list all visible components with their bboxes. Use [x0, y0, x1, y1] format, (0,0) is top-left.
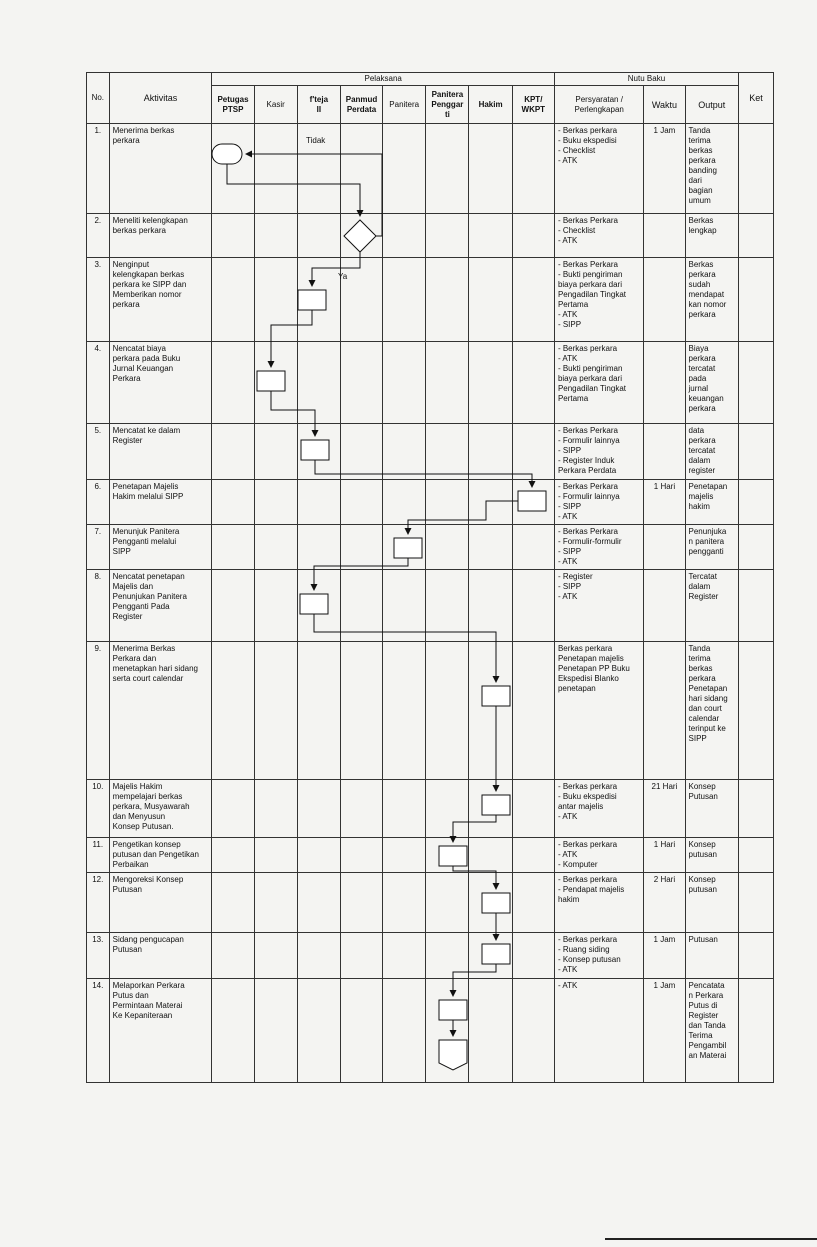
requirement-item: - Formulir lainnya	[558, 436, 640, 446]
requirement-item: - SIPP	[558, 502, 640, 512]
header-waktu: Waktu	[644, 86, 685, 124]
actor-cell	[297, 480, 340, 525]
requirements-cell	[554, 525, 643, 570]
actor-cell	[297, 979, 340, 1083]
actor-cell	[512, 933, 554, 979]
requirement-item: - ATK	[558, 812, 640, 822]
time-cell: 21 Hari	[644, 780, 685, 838]
activity-text: Sidang pengucapan Putusan	[109, 933, 212, 979]
requirement-item: - Bukti pengiriman biaya perkara dari Pengadilan Tingkat Pertama	[558, 364, 640, 404]
header-actor: Petugas PTSP	[212, 86, 254, 124]
row-number: 11.	[87, 838, 110, 873]
actor-cell	[512, 124, 554, 214]
requirement-item: - Berkas perkara	[558, 126, 640, 136]
requirement-item: - SIPP	[558, 446, 640, 456]
actor-cell	[426, 979, 469, 1083]
output-cell: Putusan	[685, 933, 738, 979]
actor-cell	[383, 214, 426, 258]
actor-cell	[469, 124, 512, 214]
actor-cell	[254, 933, 297, 979]
actor-cell	[212, 570, 254, 642]
ket-cell	[738, 933, 773, 979]
time-cell	[644, 342, 685, 424]
actor-cell	[512, 525, 554, 570]
requirement-item: - Buku ekspedisi antar majelis	[558, 792, 640, 812]
row-number: 2.	[87, 214, 110, 258]
requirement-item: - Berkas perkara	[558, 935, 640, 945]
actor-cell	[297, 642, 340, 780]
actor-cell	[469, 979, 512, 1083]
ket-cell	[738, 124, 773, 214]
actor-cell	[426, 873, 469, 933]
output-cell: Konsep putusan	[685, 838, 738, 873]
actor-cell	[469, 480, 512, 525]
requirement-item: - Berkas Perkara	[558, 527, 640, 537]
actor-cell	[512, 214, 554, 258]
actor-cell	[297, 873, 340, 933]
actor-cell	[512, 342, 554, 424]
actor-cell	[254, 480, 297, 525]
actor-cell	[340, 525, 382, 570]
ket-cell	[738, 480, 773, 525]
actor-cell	[469, 342, 512, 424]
actor-cell	[512, 642, 554, 780]
actor-cell	[469, 873, 512, 933]
ket-cell	[738, 642, 773, 780]
header-actor: Kasir	[254, 86, 297, 124]
activity-text: Nencatat biaya perkara pada Buku Jurnal Keuangan Perkara	[109, 342, 212, 424]
requirement-item: - Berkas Perkara	[558, 482, 640, 492]
actor-cell	[254, 979, 297, 1083]
actor-cell	[426, 570, 469, 642]
actor-cell	[340, 214, 382, 258]
actor-cell	[469, 525, 512, 570]
output-cell: Konsep putusan	[685, 873, 738, 933]
actor-cell	[383, 570, 426, 642]
activity-text: Mencatat ke dalam Register	[109, 424, 212, 480]
actor-cell	[297, 780, 340, 838]
requirements-cell	[554, 570, 643, 642]
header-no: No.	[87, 73, 110, 124]
header-actor: f'teja II	[297, 86, 340, 124]
actor-cell	[383, 480, 426, 525]
requirement-item: - Berkas perkara	[558, 782, 640, 792]
actor-cell	[426, 342, 469, 424]
actor-cell	[426, 424, 469, 480]
actor-cell	[512, 873, 554, 933]
requirement-item: - Register Induk Perkara Perdata	[558, 456, 640, 476]
requirement-item: - Berkas perkara	[558, 875, 640, 885]
actor-cell	[212, 838, 254, 873]
activity-row	[87, 933, 774, 979]
ket-cell	[738, 979, 773, 1083]
actor-cell	[469, 642, 512, 780]
requirements-cell	[554, 214, 643, 258]
row-number: 14.	[87, 979, 110, 1083]
time-cell	[644, 214, 685, 258]
actor-cell	[426, 124, 469, 214]
actor-cell	[426, 780, 469, 838]
sop-flowchart-table	[86, 72, 774, 1083]
actor-cell	[340, 570, 382, 642]
requirement-item: - ATK	[558, 156, 640, 166]
actor-cell	[212, 979, 254, 1083]
requirements-cell	[554, 342, 643, 424]
activity-row	[87, 525, 774, 570]
requirements-cell	[554, 124, 643, 214]
activity-row	[87, 873, 774, 933]
actor-cell	[512, 258, 554, 342]
actor-cell	[212, 933, 254, 979]
requirement-item: - Berkas perkara	[558, 344, 640, 354]
activity-text: Mengoreksi Konsep Putusan	[109, 873, 212, 933]
activity-rows	[87, 124, 774, 1083]
actor-cell	[383, 979, 426, 1083]
actor-cell	[383, 873, 426, 933]
output-cell: Konsep Putusan	[685, 780, 738, 838]
time-cell: 1 Hari	[644, 480, 685, 525]
time-cell	[644, 570, 685, 642]
row-number: 3.	[87, 258, 110, 342]
output-cell: Tercatat dalam Register	[685, 570, 738, 642]
activity-text: Majelis Hakim mempelajari berkas perkara, Musyawarah dan Menyusun Konsep Putusan.	[109, 780, 212, 838]
time-cell	[644, 642, 685, 780]
activity-row	[87, 642, 774, 780]
actor-cell	[212, 525, 254, 570]
row-number: 5.	[87, 424, 110, 480]
actor-cell	[297, 933, 340, 979]
activity-text: Nenginput kelengkapan berkas perkara ke SIPP dan Memberikan nomor perkara	[109, 258, 212, 342]
actor-cell	[383, 525, 426, 570]
time-cell: 1 Jam	[644, 124, 685, 214]
row-number: 4.	[87, 342, 110, 424]
requirement-item: - SIPP	[558, 320, 640, 330]
requirement-item: - ATK	[558, 850, 640, 860]
requirement-item: - Berkas Perkara	[558, 426, 640, 436]
actor-cell	[212, 780, 254, 838]
actor-cell	[383, 124, 426, 214]
actor-cell	[212, 214, 254, 258]
ket-cell	[738, 873, 773, 933]
time-cell: 1 Jam	[644, 933, 685, 979]
actor-cell	[212, 873, 254, 933]
header-pelaksana: Pelaksana	[212, 73, 555, 86]
actor-cell	[512, 979, 554, 1083]
requirement-item: - SIPP	[558, 547, 640, 557]
actor-cell	[512, 570, 554, 642]
actor-cell	[469, 780, 512, 838]
requirements-cell	[554, 979, 643, 1083]
actor-cell	[254, 570, 297, 642]
requirements-cell	[554, 780, 643, 838]
header-nutu-baku: Nutu Baku	[554, 73, 738, 86]
actor-cell	[297, 258, 340, 342]
flow-label-no: Tidak	[306, 136, 326, 145]
actor-cell	[340, 258, 382, 342]
actor-cell	[340, 642, 382, 780]
output-cell: data perkara tercatat dalam register	[685, 424, 738, 480]
actor-cell	[469, 838, 512, 873]
header-persyaratan: Persyaratan / Perlengkapan	[554, 86, 643, 124]
activity-row	[87, 780, 774, 838]
activity-text: Menerima Berkas Perkara dan menetapkan hari sidang serta court calendar	[109, 642, 212, 780]
actor-cell	[469, 570, 512, 642]
row-number: 6.	[87, 480, 110, 525]
actor-cell	[254, 873, 297, 933]
requirements-cell	[554, 933, 643, 979]
actor-cell	[469, 424, 512, 480]
actor-cell	[426, 258, 469, 342]
requirement-item: - ATK	[558, 354, 640, 364]
time-cell	[644, 424, 685, 480]
requirements-cell	[554, 258, 643, 342]
actor-cell	[254, 124, 297, 214]
requirement-item: - Formulir lainnya	[558, 492, 640, 502]
actor-cell	[212, 480, 254, 525]
actor-cell	[340, 124, 382, 214]
activity-text: Penetapan Majelis Hakim melalui SIPP	[109, 480, 212, 525]
actor-cell	[254, 214, 297, 258]
requirement-item: - ATK	[558, 236, 640, 246]
actor-cell	[383, 258, 426, 342]
row-number: 12.	[87, 873, 110, 933]
activity-text: Menunjuk Panitera Pengganti melalui SIPP	[109, 525, 212, 570]
requirement-item: - Register	[558, 572, 640, 582]
requirement-item: - Buku ekspedisi	[558, 136, 640, 146]
actor-cell	[512, 424, 554, 480]
row-number: 9.	[87, 642, 110, 780]
activity-row	[87, 342, 774, 424]
output-cell: Biaya perkara tercatat pada jurnal keuangan perkara	[685, 342, 738, 424]
actor-cell	[212, 642, 254, 780]
actor-cell	[340, 873, 382, 933]
actor-cell	[383, 642, 426, 780]
requirement-item: - ATK	[558, 981, 640, 991]
row-number: 8.	[87, 570, 110, 642]
requirements-cell	[554, 424, 643, 480]
actor-cell	[469, 258, 512, 342]
time-cell	[644, 525, 685, 570]
actor-cell	[469, 214, 512, 258]
actor-cell	[212, 342, 254, 424]
header-actor: KPT/ WKPT	[512, 86, 554, 124]
actor-cell	[340, 480, 382, 525]
actor-cell	[297, 525, 340, 570]
requirements-cell	[554, 838, 643, 873]
ket-cell	[738, 424, 773, 480]
activity-row	[87, 838, 774, 873]
ket-cell	[738, 780, 773, 838]
actor-cell	[340, 342, 382, 424]
requirements-cell	[554, 873, 643, 933]
output-cell: Berkas lengkap	[685, 214, 738, 258]
output-cell: Berkas perkara sudah mendapat kan nomor perkara	[685, 258, 738, 342]
activity-row	[87, 214, 774, 258]
actor-cell	[254, 342, 297, 424]
header-output: Output	[685, 86, 738, 124]
row-number: 10.	[87, 780, 110, 838]
actor-cell	[426, 838, 469, 873]
actor-cell	[254, 525, 297, 570]
activity-row	[87, 424, 774, 480]
scan-edge-line	[605, 1238, 817, 1240]
requirement-item: - Berkas Perkara	[558, 260, 640, 270]
requirement-item: - SIPP	[558, 582, 640, 592]
flow-label-yes: Ya	[338, 272, 348, 281]
ket-cell	[738, 570, 773, 642]
activity-row	[87, 124, 774, 214]
row-number: 7.	[87, 525, 110, 570]
actor-cell	[297, 214, 340, 258]
header-actor: Panmud Perdata	[340, 86, 382, 124]
ket-cell	[738, 525, 773, 570]
ket-cell	[738, 258, 773, 342]
actor-cell	[426, 480, 469, 525]
actor-cell	[212, 258, 254, 342]
header-actor: Panitera Penggar ti	[426, 86, 469, 124]
requirement-item: - ATK	[558, 592, 640, 602]
actor-cell	[340, 780, 382, 838]
actor-cell	[512, 480, 554, 525]
time-cell: 2 Hari	[644, 873, 685, 933]
requirement-item: - Konsep putusan	[558, 955, 640, 965]
actor-cell	[383, 780, 426, 838]
activity-row	[87, 258, 774, 342]
header-actor: Hakim	[469, 86, 512, 124]
activity-row	[87, 570, 774, 642]
activity-text: Nencatat penetapan Majelis dan Penunjukan Panitera Pengganti Pada Register	[109, 570, 212, 642]
actor-cell	[297, 342, 340, 424]
header-aktivitas: Aktivitas	[109, 73, 212, 124]
requirement-item: - Komputer	[558, 860, 640, 870]
actor-cell	[254, 258, 297, 342]
actor-cell	[254, 642, 297, 780]
requirement-item: Berkas perkara Penetapan majelis Penetapan PP Buku Ekspedisi Blanko penetapan	[557, 644, 630, 693]
actor-cell	[212, 124, 254, 214]
actor-cell	[297, 838, 340, 873]
actor-cell	[469, 933, 512, 979]
actor-cell	[254, 838, 297, 873]
actor-cell	[383, 424, 426, 480]
actor-cell	[426, 214, 469, 258]
requirement-item: - Checklist	[558, 226, 640, 236]
actor-cell	[512, 838, 554, 873]
actor-cell	[383, 342, 426, 424]
requirement-item: - Formulir-formulir	[558, 537, 640, 547]
requirements-cell	[554, 480, 643, 525]
actor-cell	[340, 933, 382, 979]
row-number: 13.	[87, 933, 110, 979]
actor-cell	[340, 979, 382, 1083]
output-cell: Tanda terima berkas perkara banding dari bagian umum	[685, 124, 738, 214]
requirement-item: - ATK	[558, 965, 640, 975]
time-cell: 1 Jam	[644, 979, 685, 1083]
requirements-cell	[554, 642, 643, 780]
actor-cell	[383, 838, 426, 873]
row-number: 1.	[87, 124, 110, 214]
actor-cell	[254, 424, 297, 480]
actor-cell	[426, 525, 469, 570]
activity-text: Pengetikan konsep putusan dan Pengetikan Perbaikan	[109, 838, 212, 873]
requirement-item: - Bukti pengiriman biaya perkara dari Pengadilan Tingkat Pertama	[558, 270, 640, 310]
header-actor: Panitera	[383, 86, 426, 124]
actor-cell	[297, 424, 340, 480]
requirement-item: - Checklist	[558, 146, 640, 156]
time-cell	[644, 258, 685, 342]
actor-cell	[383, 933, 426, 979]
ket-cell	[738, 342, 773, 424]
activity-text: Menerima berkas perkara	[109, 124, 212, 214]
requirement-item: - ATK	[558, 310, 640, 320]
time-cell: 1 Hari	[644, 838, 685, 873]
actor-cell	[340, 424, 382, 480]
ket-cell	[738, 214, 773, 258]
actor-cell	[212, 424, 254, 480]
ket-cell	[738, 838, 773, 873]
output-cell: Tanda terima berkas perkara Penetapan hari sidang dan court calendar terinput ke SIPP	[685, 642, 738, 780]
requirement-item: - ATK	[558, 512, 640, 522]
actor-cell	[297, 570, 340, 642]
actor-cell	[512, 780, 554, 838]
requirement-item: - Berkas Perkara	[558, 216, 640, 226]
activity-text: Melaporkan Perkara Putus dan Permintaan Materai Ke Kepaniteraan	[109, 979, 212, 1083]
requirement-item: - ATK	[558, 557, 640, 567]
actor-cell	[426, 933, 469, 979]
output-cell: Penetapan majelis hakim	[685, 480, 738, 525]
actor-cell	[254, 780, 297, 838]
requirement-item: - Berkas perkara	[558, 840, 640, 850]
output-cell: Penunjuka n panitera pengganti	[685, 525, 738, 570]
actor-cell	[340, 838, 382, 873]
requirement-item: - Ruang siding	[558, 945, 640, 955]
activity-row	[87, 480, 774, 525]
activity-row	[87, 979, 774, 1083]
activity-text: Meneliti kelengkapan berkas perkara	[109, 214, 212, 258]
header-ket: Ket	[738, 73, 773, 124]
requirement-item: - Pendapat majelis hakim	[558, 885, 640, 905]
actor-cell	[426, 642, 469, 780]
output-cell: Pencatata n Perkara Putus di Register dan Tanda Terima Pengambil an Materai	[685, 979, 738, 1083]
